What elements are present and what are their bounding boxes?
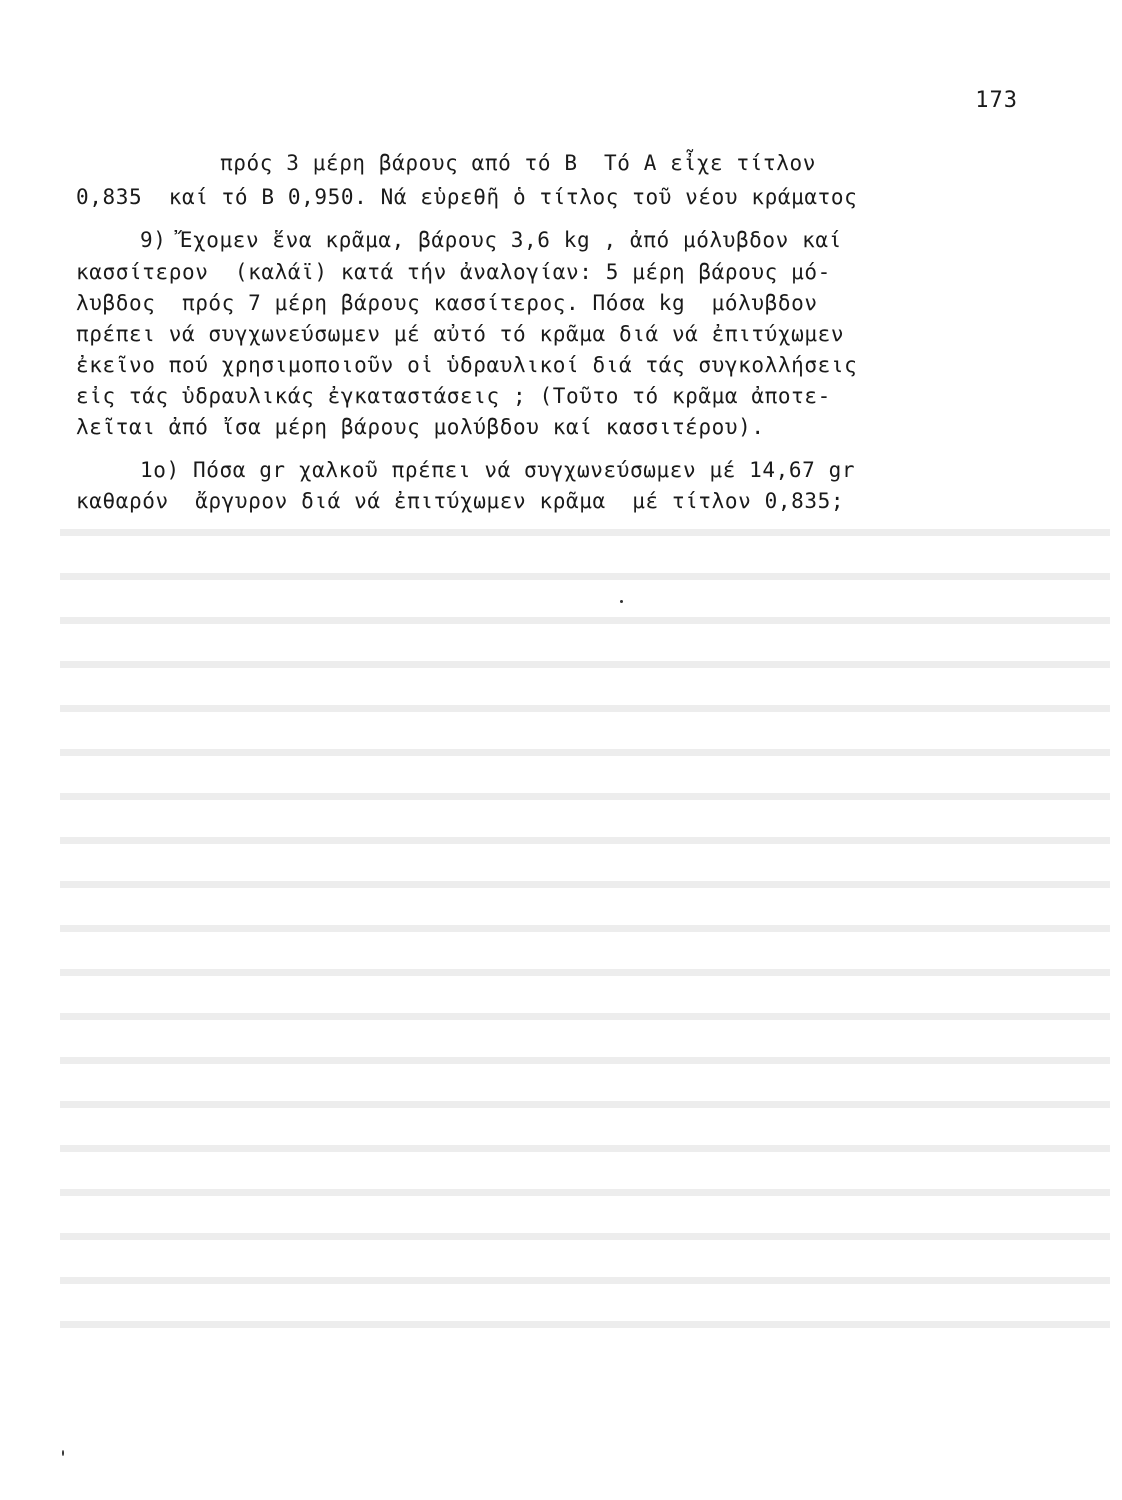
text-line: ἐκεῖνο πού χρησιμοποιοῦν οἱ ὑδραυλικοί διά τάς συγκολλήσεις — [76, 353, 858, 377]
reverse-side-show-through — [60, 505, 1110, 1365]
text-line: λυβδος πρός 7 μέρη βάρους κασσίτερος. Πόσα kg μόλυβδον — [76, 291, 818, 315]
text-line: πρός 3 μέρη βάρους από τό Β Τό Α εἶχε τίτλον — [220, 151, 816, 175]
stray-dot — [620, 600, 623, 603]
text-line: εἰς τάς ὑδραυλικάς ἐγκαταστάσεις ; (Τοῦτο τό κρᾶμα ἀποτε- — [76, 384, 831, 408]
text-line: 0,835 καί τό Β 0,950. Νά εὑρεθῆ ὁ τίτλος τοῦ νέου κράματος — [76, 185, 858, 209]
text-line: καθαρόν ἄργυρον διά νά ἐπιτύχωμεν κρᾶμα μέ τίτλον 0,835; — [76, 489, 845, 513]
page-number: 173 — [975, 88, 1018, 113]
text-line: κασσίτερον (καλάϊ) κατά τήν ἀναλογίαν: 5 μέρη βάρους μό- — [76, 260, 831, 284]
problem-9-line: 9) Ἔχομεν ἕνα κρᾶμα, βάρους 3,6 kg , ἀπό μόλυβδον καί — [140, 228, 842, 252]
text-line: λεῖται ἀπό ἴσα μέρη βάρους μολύβδου καί κασσιτέρου). — [76, 415, 765, 439]
stray-mark — [62, 1450, 64, 1456]
text-line: πρέπει νά συγχωνεύσωμεν μέ αὐτό τό κρᾶμα διά νά ἐπιτύχωμεν — [76, 322, 845, 346]
problem-10-line: 1ο) Πόσα gr χαλκοῦ πρέπει νά συγχωνεύσωμεν μέ 14,67 gr — [140, 458, 856, 482]
